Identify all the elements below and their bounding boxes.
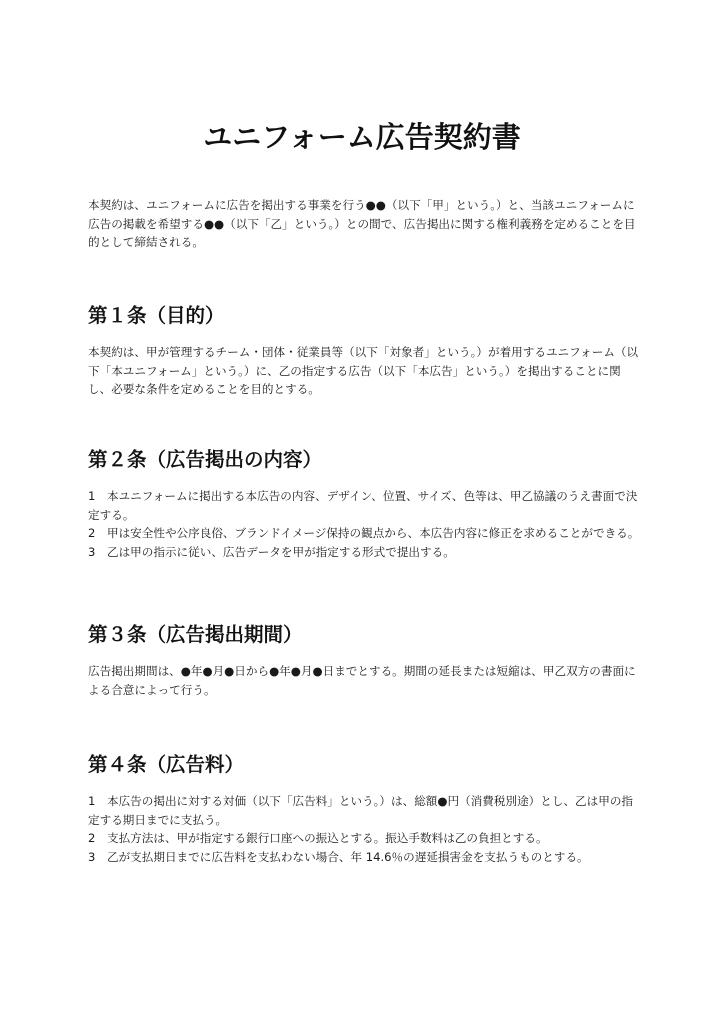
article-1-heading: 第１条（目的） <box>88 304 225 327</box>
article-3-paragraph: 広告掲出期間は、●年●月●日から●年●月●日までとする。期間の延長または短縮は、甲乙双方の書面による合意によって行う。 <box>88 664 636 697</box>
document-title: ユニフォーム広告契約書 <box>203 120 521 154</box>
article-4-item-2: 2 支払方法は、甲が指定する銀行口座への振込とする。振込手数料は乙の負担とする。 <box>88 831 548 846</box>
article-3 <box>88 622 640 699</box>
article-2-item-2: 2 甲は安全性や公序良俗、ブランドイメージ保持の観点から、本広告内容に修正を求めることができる。 <box>88 526 640 541</box>
preamble-text: 本契約は、ユニフォームに広告を掲出する事業を行う●●（以下「甲」という。）と、当該ユニフォームに広告の掲載を希望する●●（以下「乙」という。）との間で、広告掲出に関する権利義務を定めることを目的として締結される。 <box>88 198 636 250</box>
article-3-heading: 第３条（広告掲出期間） <box>88 623 303 646</box>
preamble <box>88 196 640 252</box>
article-4 <box>88 752 640 866</box>
article-1 <box>88 303 640 399</box>
article-4-item-1: 1 本広告の掲出に対する対価（以下「広告料」という。）は、総額●円（消費税別途）とし、乙は甲の指定する期日までに支払う。 <box>88 794 634 827</box>
article-4-heading: 第４条（広告料） <box>88 753 245 776</box>
article-2 <box>88 447 640 561</box>
article-2-heading: 第２条（広告掲出の内容） <box>88 448 323 471</box>
article-4-item-3: 3 乙が支払期日までに広告料を支払わない場合、年 14.6％の遅延損害金を支払うものとする。 <box>88 849 589 864</box>
article-1-paragraph: 本契約は、甲が管理するチーム・団体・従業員等（以下「対象者」という。）が着用するユニフォーム（以下「本ユニフォーム」という。）に、乙の指定する広告（以下「本広告」という。）を掲出することに関し、必要な条件を定めることを目的とする。 <box>88 345 639 397</box>
article-2-item-1: 1 本ユニフォームに掲出する本広告の内容、デザイン、位置、サイズ、色等は、甲乙協議のうえ書面で決定する。 <box>88 489 638 522</box>
article-2-item-3: 3 乙は甲の指示に従い、広告データを甲が指定する形式で提出する。 <box>88 544 455 559</box>
